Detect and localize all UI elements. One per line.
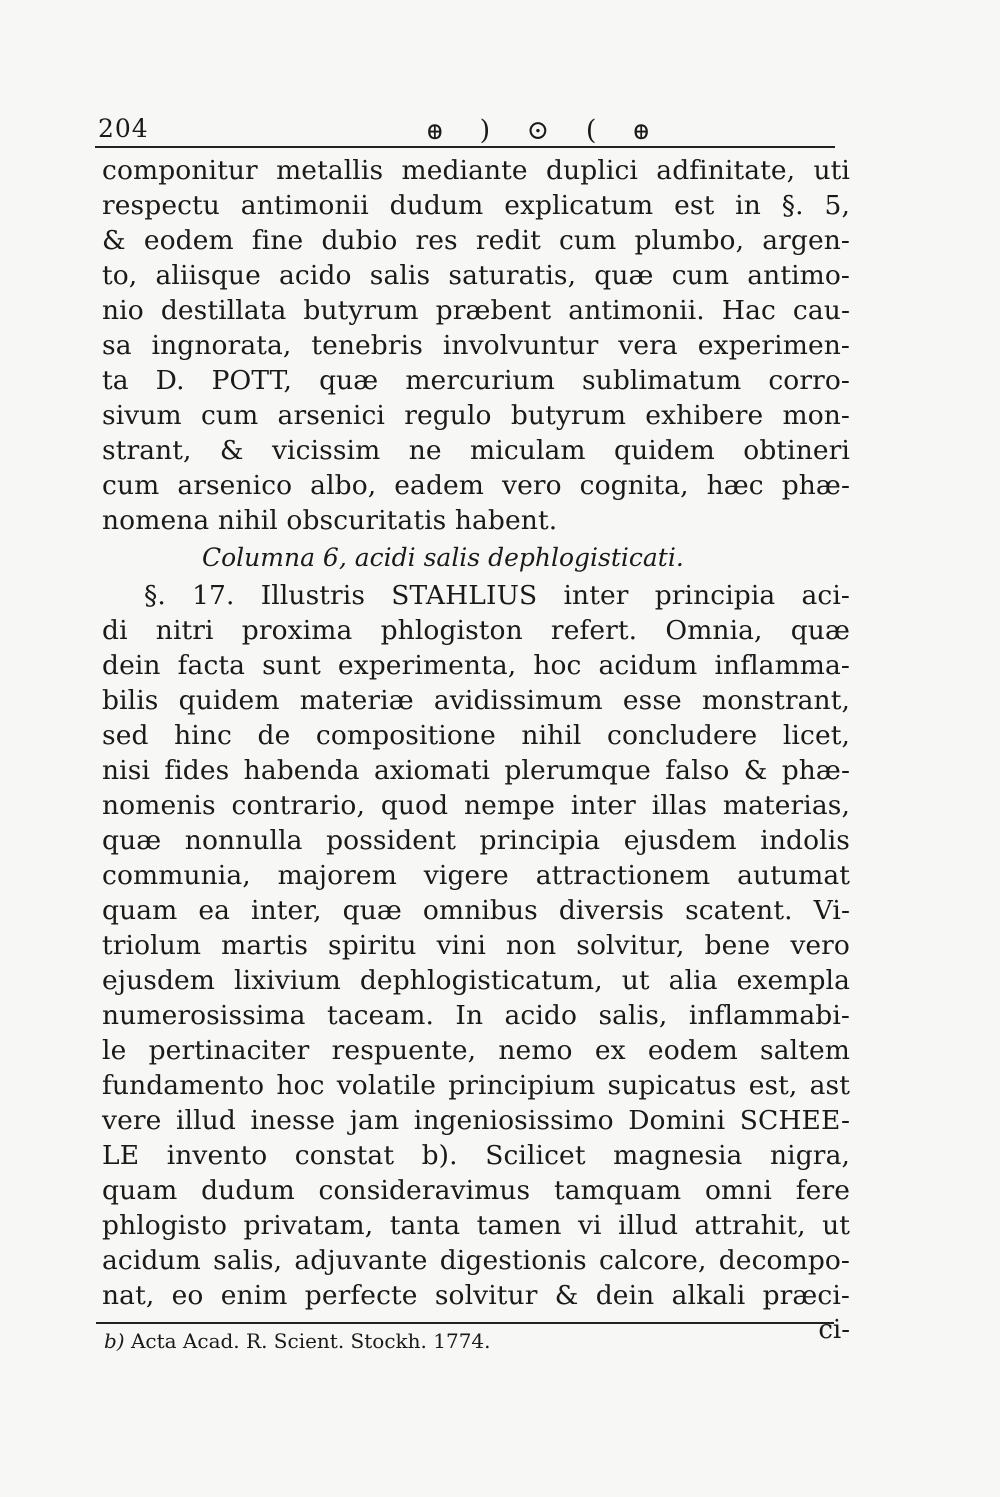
text-line: nomenis contrario, quod nempe inter illas materias,	[102, 790, 850, 821]
text-line: nat, eo enim perfecte solvitur & dein alkali præci-	[102, 1280, 850, 1311]
text-line: respectu antimonii dudum explicatum est in §. 5,	[102, 190, 850, 221]
text-line: di nitri proxima phlogiston refert. Omnia, quæ	[102, 615, 850, 646]
header-ornament: ꚛ ) ⊙ ( ꚛ	[426, 115, 664, 146]
footnote-text: Acta Acad. R. Scient. Stockh. 1774.	[130, 1329, 491, 1353]
text-line: to, aliisque acido salis saturatis, quæ cum antimo-	[102, 260, 850, 291]
text-line: quæ nonnulla possident principia ejusdem indolis	[102, 825, 850, 856]
text-line: quam ea inter, quæ omnibus diversis scatent. Vi-	[102, 895, 850, 926]
text-line: sivum cum arsenici regulo butyrum exhibere mon-	[102, 400, 850, 431]
text-line: numerosissima taceam. In acido salis, inflammabi-	[102, 1000, 850, 1031]
catchword: ci-	[818, 1315, 850, 1345]
text-line: sa ingnorata, tenebris involvuntur vera experimen-	[102, 330, 850, 361]
text-line: fundamento hoc volatile principium supicatus est, ast	[102, 1070, 850, 1101]
text-line: vere illud inesse jam ingeniosissimo Domini SCHEE-	[102, 1105, 850, 1136]
footnote	[104, 1329, 491, 1353]
header-rule	[95, 146, 835, 148]
text-line: nomena nihil obscuritatis habent.	[102, 505, 558, 536]
text-line: quam dudum consideravimus tamquam omni fere	[102, 1175, 850, 1206]
text-line: bilis quidem materiæ avidissimum esse monstrant,	[102, 685, 850, 716]
text-line: nisi fides habenda axiomati plerumque falso & phæ-	[102, 755, 850, 786]
text-line: ejusdem lixivium dephlogisticatum, ut alia exempla	[102, 965, 850, 996]
text-line: componitur metallis mediante duplici adfinitate, uti	[102, 155, 850, 186]
text-line: ta D. POTT, quæ mercurium sublimatum corro-	[102, 365, 850, 396]
page-number: 204	[98, 114, 149, 143]
paragraph-1	[102, 153, 850, 538]
text-line: acidum salis, adjuvante digestionis calcore, decompo-	[102, 1245, 850, 1276]
text-line: cum arsenico albo, eadem vero cognita, hæc phæ-	[102, 470, 850, 501]
body-text	[102, 153, 850, 1348]
text-line: nio destillata butyrum præbent antimonii. Hac cau-	[102, 295, 850, 326]
running-header	[95, 106, 835, 144]
text-line: phlogisto privatam, tanta tamen vi illud attrahit, ut	[102, 1210, 850, 1241]
paragraph-2	[102, 578, 850, 1313]
text-line: sed hinc de compositione nihil concludere licet,	[102, 720, 850, 751]
text-line: le pertinaciter respuente, nemo ex eodem saltem	[102, 1035, 850, 1066]
text-line: communia, majorem vigere attractionem autumat	[102, 860, 850, 891]
text-line: triolum martis spiritu vini non solvitur, bene vero	[102, 930, 850, 961]
section-heading: Columna 6, acidi salis dephlogisticati.	[202, 543, 684, 572]
text-line: dein facta sunt experimenta, hoc acidum inflamma-	[102, 650, 850, 681]
text-line: §. 17. Illustris STAHLIUS inter principia aci-	[144, 580, 850, 611]
footnote-mark: b)	[104, 1329, 125, 1353]
text-line: strant, & vicissim ne miculam quidem obtineri	[102, 435, 850, 466]
footnote-rule	[96, 1322, 834, 1324]
text-line: & eodem fine dubio res redit cum plumbo, argen-	[102, 225, 850, 256]
text-line: LE invento constat b). Scilicet magnesia nigra,	[102, 1140, 850, 1171]
